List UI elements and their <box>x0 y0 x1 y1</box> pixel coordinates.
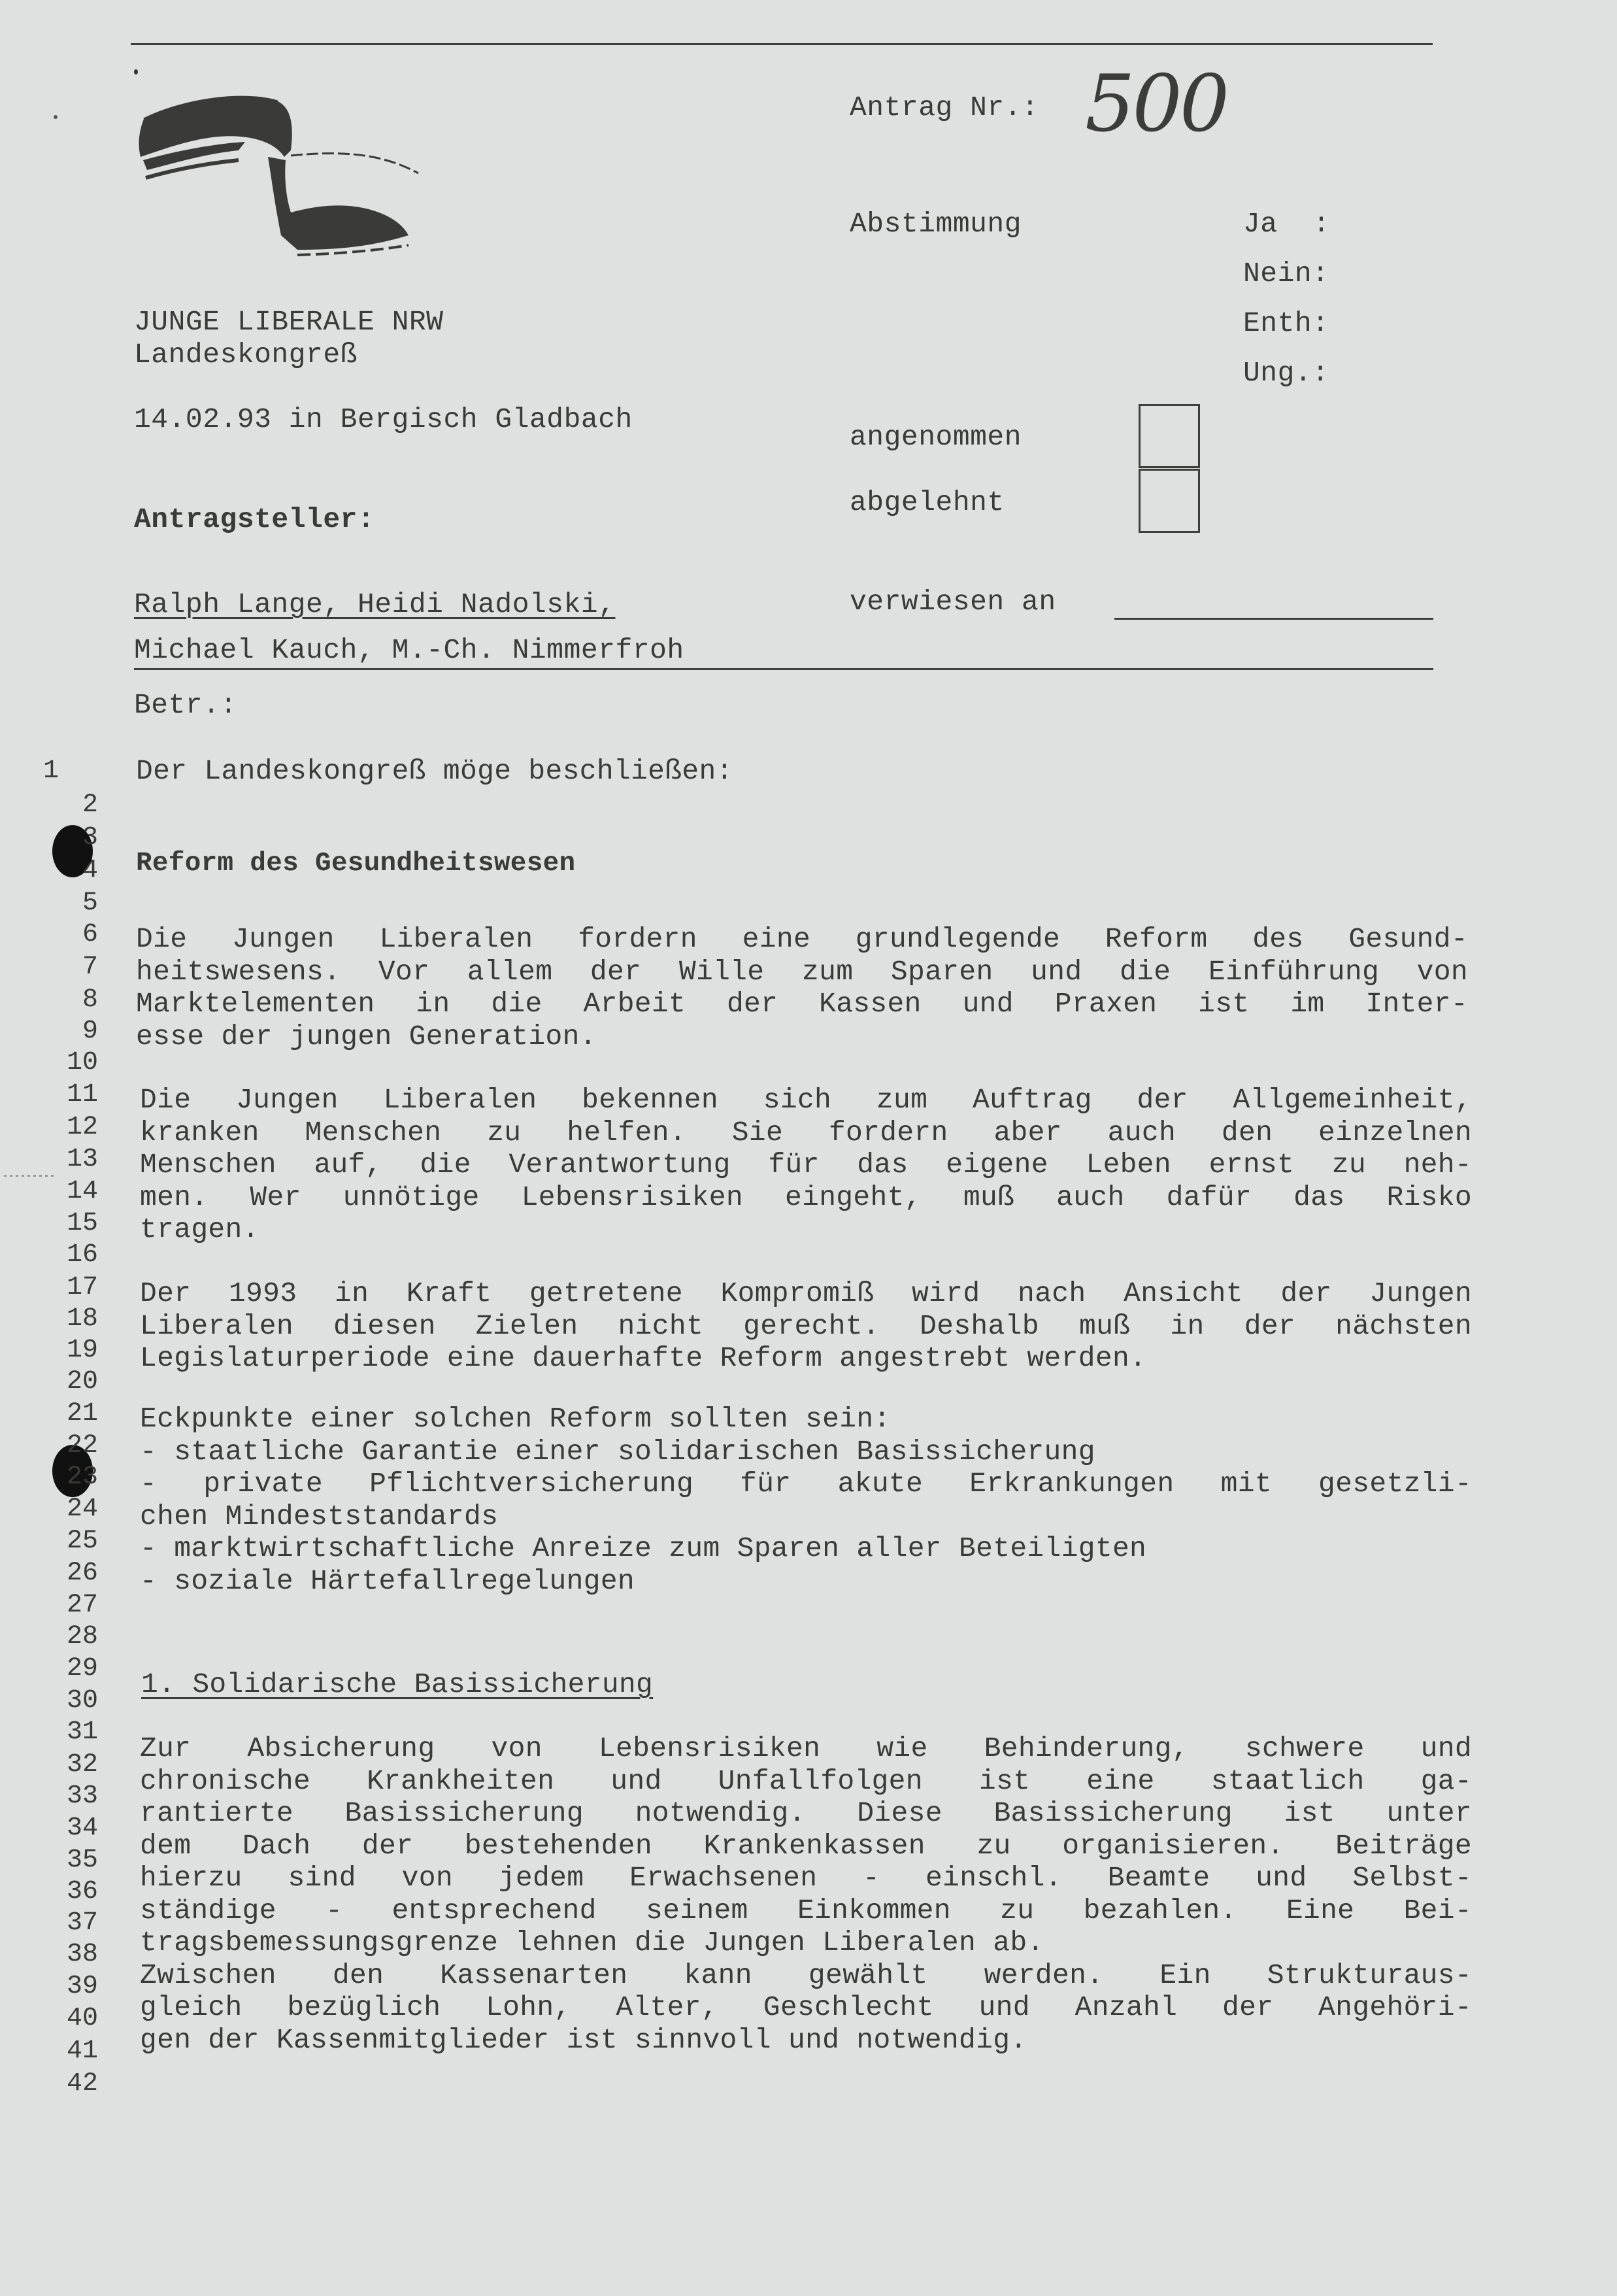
event-name: Landeskongreß <box>134 339 358 371</box>
applicants-line-1: Ralph Lange, Heidi Nadolski, <box>134 588 616 620</box>
section-1-title: 1. Solidarische Basissicherung <box>141 1668 654 1700</box>
line-number: 14 <box>66 1177 98 1206</box>
vote-field-enth[interactable]: Enth: <box>1243 307 1329 339</box>
para5-line: Zwischen den Kassenarten kann gewählt werden. Ein Strukturaus- <box>140 1959 1472 1991</box>
para3-line: Liberalen diesen Zielen nicht gerecht. Deshalb muß in der nächsten <box>140 1309 1472 1342</box>
line-number: 29 <box>66 1654 98 1683</box>
vote-field-ung[interactable]: Ung.: <box>1243 357 1329 389</box>
line-number: 39 <box>66 1972 98 2001</box>
vote-field-label: Nein <box>1243 258 1312 290</box>
rejected-checkbox[interactable] <box>1139 469 1200 533</box>
header-divider <box>134 668 1433 670</box>
margin-mark <box>4 1175 56 1177</box>
para4-line: Eckpunkte einer solchen Reform sollten sein: <box>140 1403 891 1435</box>
line-number: 3 <box>82 823 98 853</box>
intro-line: Der Landeskongreß möge beschließen: <box>136 755 733 787</box>
line-number: 28 <box>66 1622 98 1651</box>
para2-line: tragen. <box>140 1213 259 1245</box>
para4-line: chen Mindeststandards <box>140 1500 499 1532</box>
stray-dot <box>134 69 138 75</box>
para3-line: Der 1993 in Kraft getretene Kompromiß wird nach Ansicht der Jungen <box>140 1277 1472 1309</box>
brush-stroke-logo-icon <box>134 78 422 275</box>
line-number: 23 <box>66 1462 98 1492</box>
para2-line: men. Wer unnötige Lebensrisiken eingeht, muß auch dafür das Risko <box>140 1181 1472 1213</box>
line-number: 32 <box>66 1750 98 1780</box>
vote-field-nein[interactable]: Nein: <box>1243 258 1329 290</box>
line-number: 33 <box>66 1781 98 1811</box>
para5-line: dem Dach der bestehenden Krankenkassen zu organisieren. Beiträge <box>140 1829 1472 1862</box>
organization-name: JUNGE LIBERALE NRW <box>134 306 444 338</box>
line-number: 42 <box>66 2069 98 2099</box>
vote-field-label: Ja <box>1243 208 1278 240</box>
line-number: 4 <box>82 856 98 885</box>
line-number: 2 <box>82 790 98 820</box>
para5-line: chronische Krankheiten und Unfallfolgen ist eine staatlich ga- <box>140 1764 1472 1797</box>
para5-line: rantierte Basissicherung notwendig. Diese Basissicherung ist unter <box>140 1797 1472 1829</box>
line-number: 12 <box>66 1113 98 1142</box>
para3-line: Legislaturperiode eine dauerhafte Reform angestrebt werden. <box>140 1342 1147 1374</box>
line-number: 17 <box>66 1273 98 1302</box>
line-number: 15 <box>66 1209 98 1238</box>
stray-dot <box>54 115 58 119</box>
line-number: 22 <box>66 1431 98 1460</box>
accepted-checkbox[interactable] <box>1139 404 1200 468</box>
rejected-label: abgelehnt <box>850 486 1005 518</box>
line-number: 34 <box>66 1814 98 1843</box>
para1-line: Die Jungen Liberalen fordern eine grundlegende Reform des Gesund- <box>136 923 1468 955</box>
para2-line: kranken Menschen zu helfen. Sie fordern aber auch den einzelnen <box>140 1116 1472 1149</box>
para4-line: - private Pflichtversicherung für akute Erkrankungen mit gesetzli- <box>140 1468 1472 1500</box>
para1-line: Marktelementen in die Arbeit der Kassen und Praxen ist im Inter- <box>136 988 1468 1020</box>
line-number: 21 <box>66 1399 98 1428</box>
line-number: 18 <box>66 1304 98 1334</box>
vote-label: Abstimmung <box>850 208 1022 240</box>
line-number: 25 <box>66 1527 98 1556</box>
top-rule <box>131 43 1433 45</box>
para5-line: gen der Kassenmitglieder ist sinnvoll und notwendig. <box>140 2023 1027 2056</box>
applicants-line-2: Michael Kauch, M.-Ch. Nimmerfroh <box>134 634 684 666</box>
subject-label: Betr.: <box>134 689 237 721</box>
para2-line: Menschen auf, die Verantwortung für das eigene Leben ernst zu neh- <box>140 1149 1472 1181</box>
line-number: 6 <box>82 920 98 949</box>
line-number: 30 <box>66 1686 98 1715</box>
para4-line: - staatliche Garantie einer solidarischen Basissicherung <box>140 1435 1095 1468</box>
applicant-label: Antragsteller: <box>134 503 375 535</box>
line-number: 41 <box>66 2036 98 2066</box>
line-number: 16 <box>66 1240 98 1270</box>
line-number: 20 <box>66 1367 98 1396</box>
para4-line: - soziale Härtefallregelungen <box>140 1564 635 1597</box>
line-number: 31 <box>66 1717 98 1747</box>
line-number: 9 <box>82 1017 98 1046</box>
accepted-label: angenommen <box>850 421 1022 453</box>
line-number: 7 <box>82 953 98 982</box>
line-number: 13 <box>66 1145 98 1174</box>
para1-line: esse der jungen Generation. <box>136 1020 597 1053</box>
motion-title: Reform des Gesundheitswesen <box>136 849 576 879</box>
line-number: 40 <box>66 2004 98 2033</box>
para5-line: hierzu sind von jedem Erwachsenen - einschl. Beamte und Selbst- <box>140 1862 1472 1894</box>
para2-line: Die Jungen Liberalen bekennen sich zum Auftrag der Allgemeinheit, <box>140 1084 1472 1116</box>
para5-line: gleich bezüglich Lohn, Alter, Geschlecht und Anzahl der Angehöri- <box>140 1991 1472 2023</box>
line-number: 8 <box>82 985 98 1015</box>
date-location: 14.02.93 in Bergisch Gladbach <box>134 403 633 435</box>
vote-field-label: Ung. <box>1243 357 1312 389</box>
para5-line: Zur Absicherung von Lebensrisiken wie Behinderung, schwere und <box>140 1732 1472 1764</box>
para1-line: heitswesens. Vor allem der Wille zum Sparen und die Einführung von <box>136 955 1468 988</box>
para4-line: - marktwirtschaftliche Anreize zum Sparen aller Beteiligten <box>140 1532 1147 1564</box>
line-number: 10 <box>66 1048 98 1077</box>
line-number: 27 <box>66 1591 98 1620</box>
line-number: 26 <box>66 1559 98 1588</box>
line-number: 38 <box>66 1940 98 1969</box>
line-number: 5 <box>82 888 98 918</box>
vote-field-ja[interactable]: Ja : <box>1243 208 1330 240</box>
motion-number-handwritten: 500 <box>1085 59 1227 150</box>
line-number: 11 <box>66 1080 98 1109</box>
referred-label: verwiesen an <box>850 586 1056 618</box>
line-number: 1 <box>42 756 59 786</box>
motion-number-label: Antrag Nr.: <box>850 92 1039 124</box>
line-number: 36 <box>66 1877 98 1906</box>
line-number: 19 <box>66 1336 98 1365</box>
line-number: 35 <box>66 1846 98 1875</box>
para5-line: tragsbemessungsgrenze lehnen die Jungen Liberalen ab. <box>140 1927 1044 1959</box>
para5-line: ständige - entsprechend seinem Einkommen zu bezahlen. Eine Bei- <box>140 1894 1472 1927</box>
line-number: 24 <box>66 1494 98 1524</box>
referred-input-line[interactable] <box>1114 618 1433 620</box>
vote-field-label: Enth <box>1243 307 1312 339</box>
line-number: 37 <box>66 1908 98 1938</box>
